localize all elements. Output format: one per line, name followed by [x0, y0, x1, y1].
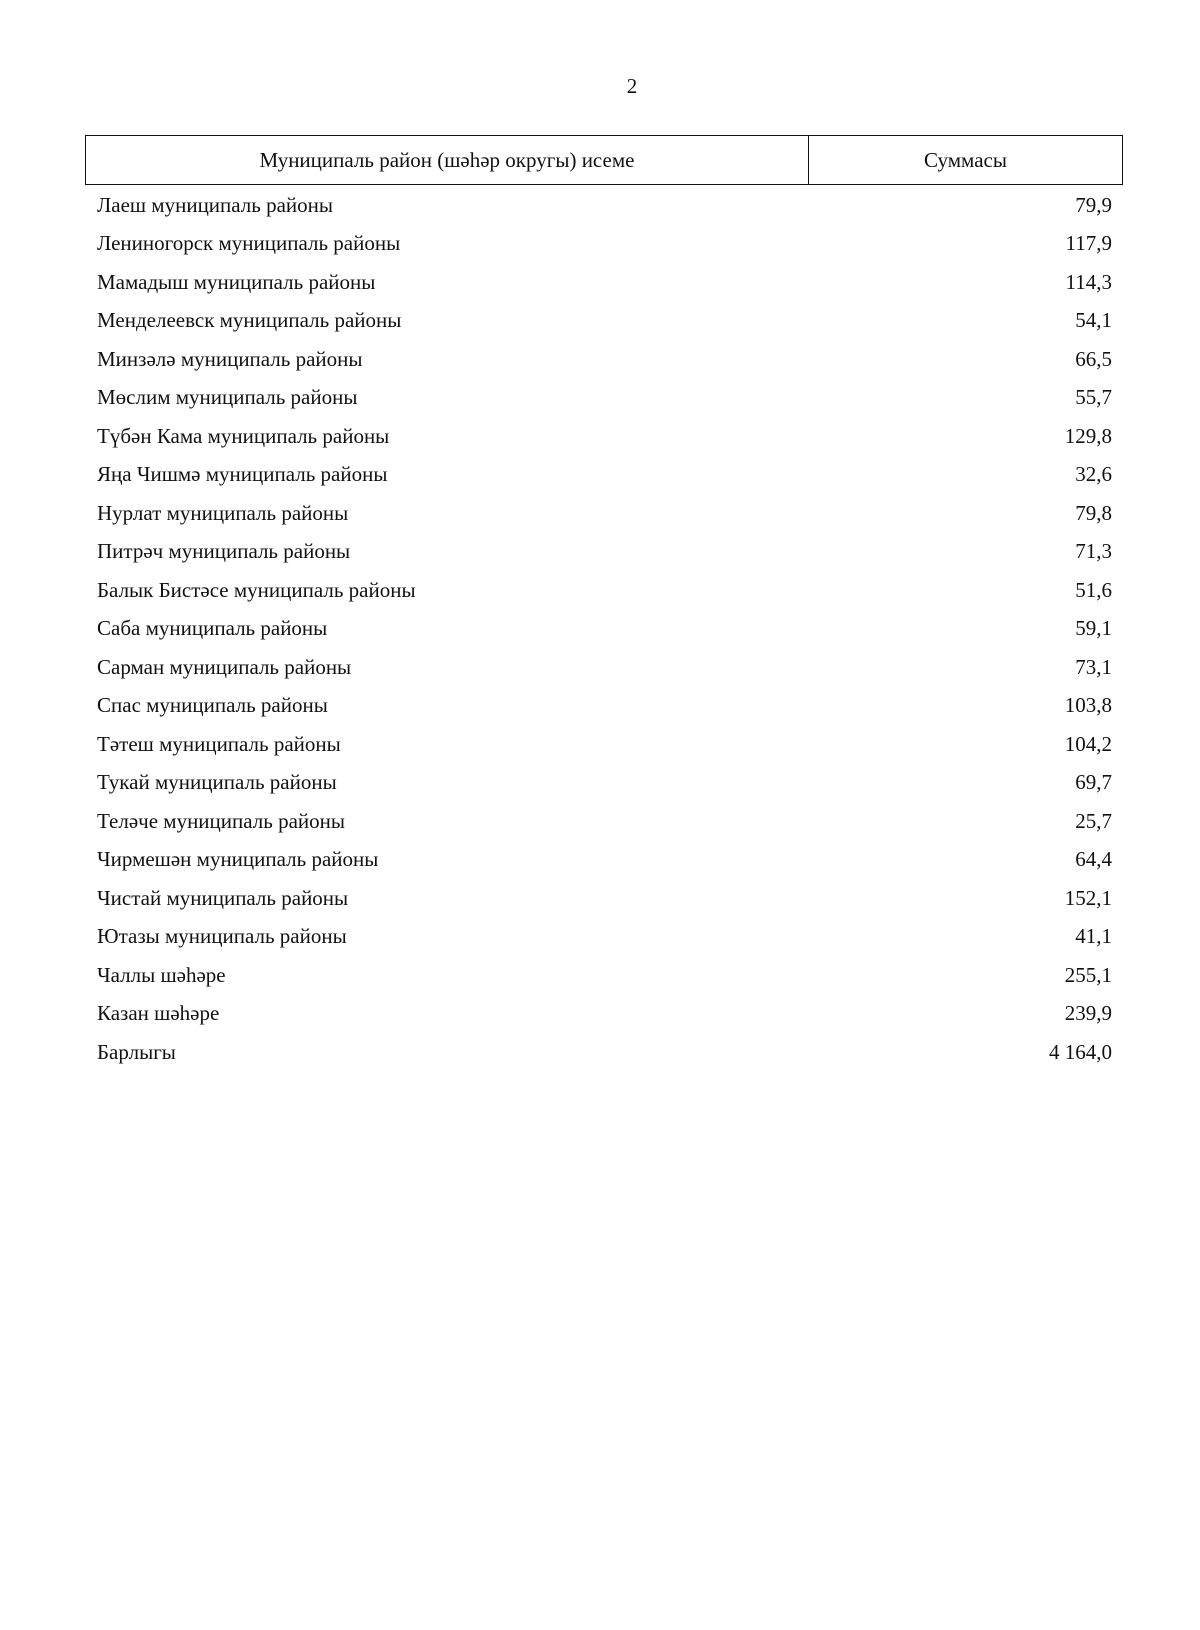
row-name: Мөслим муниципаль районы: [97, 385, 358, 410]
row-sum: 69,7: [1075, 770, 1112, 795]
row-name: Питрәч муниципаль районы: [97, 539, 351, 564]
row-name: Спас муниципаль районы: [97, 693, 328, 718]
table-row: [97, 533, 1112, 572]
row-name: Минзәлә муниципаль районы: [97, 346, 363, 371]
row-name: Нурлат муниципаль районы: [97, 500, 349, 525]
row-sum: 25,7: [1075, 808, 1112, 833]
table-row: [97, 456, 1112, 495]
row-name: Барлыгы: [97, 1039, 176, 1064]
row-sum: 129,8: [1064, 423, 1112, 448]
row-sum: 51,6: [1075, 577, 1112, 602]
column-header-sum: Суммасы: [924, 147, 1007, 172]
row-name: Лениногорск муниципаль районы: [97, 231, 401, 256]
table-header: [85, 135, 1123, 185]
table-row: [97, 494, 1112, 533]
row-sum: 41,1: [1075, 924, 1112, 949]
row-name: Саба муниципаль районы: [97, 616, 328, 641]
row-name: Тәтеш муниципаль районы: [97, 731, 341, 756]
row-sum: 66,5: [1075, 346, 1112, 371]
table-row: [97, 225, 1112, 264]
row-sum: 239,9: [1064, 1001, 1112, 1026]
row-name: Мамадыш муниципаль районы: [97, 269, 376, 294]
row-name: Казан шәһәре: [97, 1001, 220, 1026]
table-row: [97, 648, 1112, 687]
column-header-name: Муниципаль район (шәһәр округы) исеме: [86, 136, 809, 184]
row-name: Менделеевск муниципаль районы: [97, 308, 402, 333]
row-name: Сарман муниципаль районы: [97, 654, 352, 679]
table-body: [97, 186, 1112, 1072]
table-row: [97, 263, 1112, 302]
row-sum: 54,1: [1075, 308, 1112, 333]
table-row: [97, 687, 1112, 726]
row-sum: 64,4: [1075, 847, 1112, 872]
row-sum: 114,3: [1065, 269, 1112, 294]
row-name: Теләче муниципаль районы: [97, 808, 345, 833]
table-row: [97, 956, 1112, 995]
row-sum: 117,9: [1065, 231, 1112, 256]
row-sum: 71,3: [1075, 539, 1112, 564]
row-sum: 55,7: [1075, 385, 1112, 410]
row-sum: 59,1: [1075, 616, 1112, 641]
table-row: [97, 764, 1112, 803]
row-sum: 32,6: [1075, 462, 1112, 487]
row-sum: 104,2: [1064, 731, 1112, 756]
table-row: [97, 302, 1112, 341]
table-row: [97, 571, 1112, 610]
row-name: Ютазы муниципаль районы: [97, 924, 347, 949]
table-row: [97, 802, 1112, 841]
page-number: 2: [626, 74, 638, 98]
table-row: [97, 918, 1112, 957]
row-sum: 152,1: [1064, 885, 1112, 910]
table-row-total: [97, 1033, 1112, 1072]
row-name: Балык Бистәсе муниципаль районы: [97, 577, 416, 602]
table-row: [97, 725, 1112, 764]
row-sum: 73,1: [1075, 654, 1112, 679]
table-row: [97, 186, 1112, 225]
table-row: [97, 417, 1112, 456]
table-row: [97, 879, 1112, 918]
row-name: Түбән Кама муниципаль районы: [97, 423, 390, 448]
row-name: Чаллы шәһәре: [97, 962, 226, 987]
table-row: [97, 841, 1112, 880]
table-row: [97, 340, 1112, 379]
table-row: [97, 995, 1112, 1034]
row-name: Чирмешән муниципаль районы: [97, 847, 379, 872]
row-name: Чистай муниципаль районы: [97, 885, 349, 910]
row-name: Тукай муниципаль районы: [97, 770, 337, 795]
row-name: Лаеш муниципаль районы: [97, 192, 334, 217]
row-name: Яңа Чишмә муниципаль районы: [97, 462, 388, 487]
row-sum: 103,8: [1064, 693, 1112, 718]
row-sum: 255,1: [1064, 962, 1112, 987]
row-sum: 79,8: [1075, 500, 1112, 525]
table-row: [97, 610, 1112, 649]
row-sum: 79,9: [1075, 192, 1112, 217]
table-row: [97, 379, 1112, 418]
row-sum: 4 164,0: [1049, 1039, 1112, 1064]
